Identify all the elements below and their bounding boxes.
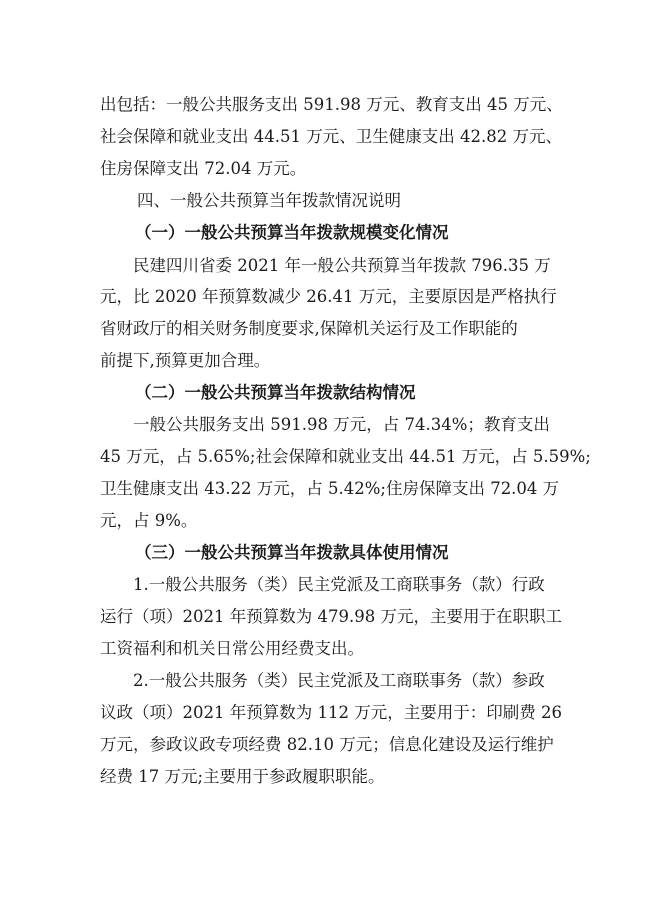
- paragraph-line: 民建四川省委 2021 年一般公共预算当年拨款 796.35 万: [133, 256, 551, 275]
- paragraph-line: 元，比 2020 年预算数减少 26.41 万元，主要原因是严格执行: [100, 287, 557, 306]
- paragraph-line: 一般公共服务支出 591.98 万元，占 74.34%；教育支出: [133, 415, 550, 434]
- paragraph-line: 运行（项）2021 年预算数为 479.98 万元，主要用于在职职工: [100, 607, 562, 626]
- paragraph-line: 省财政厅的相关财务制度要求,保障机关运行及工作职能的: [100, 319, 518, 338]
- paragraph-line: 卫生健康支出 43.22 万元，占 5.42%;住房保障支出 72.04 万: [100, 479, 560, 498]
- subsection-heading: （一）一般公共预算当年拨款规模变化情况: [135, 223, 449, 242]
- paragraph-line: 经费 17 万元;主要用于参政履职职能。: [100, 767, 385, 786]
- paragraph-line: 45 万元，占 5.65%;社会保障和就业支出 44.51 万元，占 5.59%;: [100, 447, 591, 466]
- paragraph-line: 元，占 9%。: [100, 511, 198, 530]
- paragraph-line: 前提下,预算更加合理。: [100, 351, 271, 370]
- paragraph-line: 住房保障支出 72.04 万元。: [100, 159, 307, 178]
- paragraph-line: 万元，参政议政专项经费 82.10 万元；信息化建设及运行维护: [100, 735, 554, 754]
- paragraph-line: 议政（项）2021 年预算数为 112 万元，主要用于：印刷费 26: [100, 703, 562, 722]
- paragraph-line: 工资福利和机关日常公用经费支出。: [100, 639, 364, 658]
- paragraph-line: 出包括：一般公共服务支出 591.98 万元、教育支出 45 万元、: [100, 95, 563, 114]
- subsection-heading: （二）一般公共预算当年拨款结构情况: [135, 383, 416, 402]
- section-heading: 四、一般公共预算当年拨款情况说明: [137, 191, 401, 210]
- paragraph-line: 2.一般公共服务（类）民主党派及工商联事务（款）参政: [133, 671, 545, 690]
- paragraph-line: 社会保障和就业支出 44.51 万元、卫生健康支出 42.82 万元、: [100, 127, 562, 146]
- subsection-heading: （三）一般公共预算当年拨款具体使用情况: [135, 543, 449, 562]
- paragraph-line: 1.一般公共服务（类）民主党派及工商联事务（款）行政: [133, 575, 545, 594]
